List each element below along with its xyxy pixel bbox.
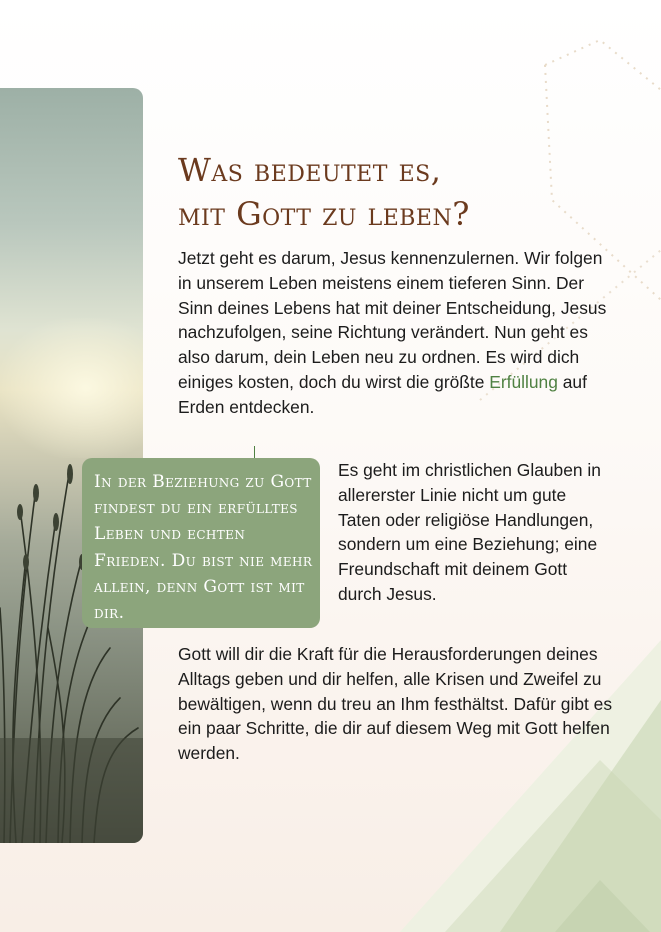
photo-mist [0,318,143,458]
intro-text-end: auf Erden entdecken. [178,371,587,417]
title-line-1: Was bedeutet es, [178,151,442,189]
pull-quote-text: In der Beziehung zu Gott findest du ein erfülltes Leben und echten Frieden. Du bist nie mehr allein, denn Gott ist mit dir. [94,472,313,624]
dotted-line-top [545,40,661,90]
strength-paragraph: Gott will dir die Kraft für die Herausforderungen deines Alltags geben und dir helfen, alle Krisen und Zweifel zu bewältigen, wenn du treu an Ihm festhältst. Dafür gibt es ein paar Schritte, die dir auf diesem Weg mit Gott helfen werden. [178,644,613,764]
faith-paragraph: Es geht im christlichen Glauben in allererster Linie nicht um gute Taten oder religiöse Handlungen, sondern um eine Beziehung; eine Freundschaft mit deinem Gott durch Jesus. [338,460,601,604]
page-title [178,148,470,236]
erfuellung-link[interactable]: Erfüllung [489,371,558,392]
intro-paragraph [178,246,614,420]
title-line-2: mit Gott zu leben? [178,195,470,233]
intro-text: Jetzt geht es darum, Jesus kennenzulernen. Wir folgen in unserem Leben meistens einem tieferen Sinn. Der Sinn deines Lebens hat mit deiner Entscheidung, Jesus nachzufolgen, seine Richtung verändert. Nun geht es also darum, dein Leben neu zu ordnen. Es wird dich einiges kosten, doch du wirst die größte [178,248,607,392]
